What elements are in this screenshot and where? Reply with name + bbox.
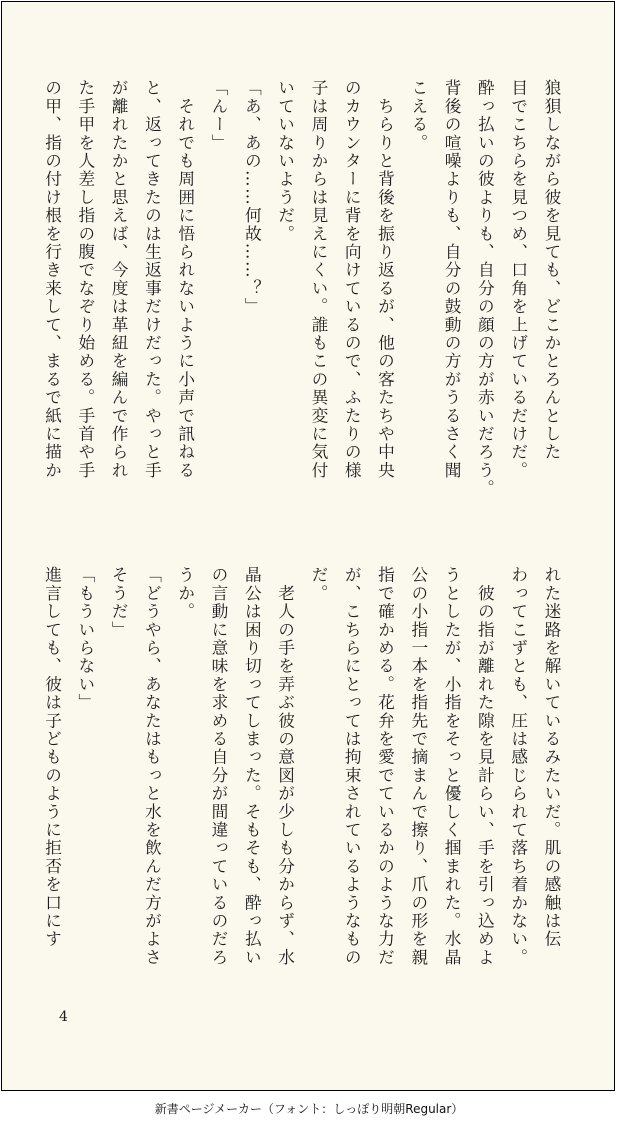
text-line: 「もういらない」 bbox=[75, 566, 96, 712]
text-line: 晶公は困り切ってしまった。そもそも、酔っ払い bbox=[242, 566, 263, 967]
text-line: こえる。 bbox=[408, 79, 429, 152]
text-line: 「あ、あの……何故……？」 bbox=[242, 79, 263, 316]
text-line: 背後の喧噪よりも、自分の鼓動の方がうるさく聞 bbox=[442, 79, 463, 480]
text-line: 老人の手を弄ぶ彼の意図が少しも分からず、水 bbox=[275, 566, 296, 967]
text-line: 酔っ払いの彼よりも、自分の顔の方が赤いだろう。 bbox=[475, 79, 496, 498]
text-line: わってこずとも、圧は感じられて落ち着かない。 bbox=[508, 566, 529, 967]
text-line: の言動に意味を求める自分が間違っているのだろ bbox=[209, 566, 230, 967]
text-block-top bbox=[35, 79, 568, 549]
text-line: 指で確かめる。花弁を愛でているかのような力だ bbox=[375, 566, 396, 967]
text-line: ちらりと背後を振り返るが、他の客たちや中央 bbox=[375, 79, 396, 480]
text-line: 「どうやら、あなたはもっと水を飲んだ方がよさ bbox=[142, 566, 163, 967]
text-line: と、返ってきたのは生返事だけだった。やっと手 bbox=[142, 79, 163, 480]
text-line: のカウンターに背を向けているので、ふたりの様 bbox=[342, 79, 363, 480]
text-line: 狼狽しながら彼を見ても、どこかとろんとした bbox=[542, 79, 562, 462]
text-line: 目でこちらを見つめ、口角を上げているだけだ。 bbox=[508, 79, 529, 480]
book-page bbox=[1, 1, 615, 1091]
text-line: 「んー」 bbox=[209, 79, 230, 152]
footer-caption: 新書ページメーカー（フォント：しっぽり明朝Regular） bbox=[154, 1102, 464, 1116]
text-line: それでも周囲に悟られないように小声で訊ねる bbox=[175, 79, 196, 480]
text-block-bottom bbox=[35, 566, 568, 1036]
text-line: れた迷路を解いているみたいだ。肌の感触は伝 bbox=[542, 566, 562, 949]
text-line: が離れたかと思えば、今度は革紐を編んで作られ bbox=[109, 79, 130, 480]
text-line: 進言しても、彼は子どものように拒否を口にす bbox=[42, 566, 63, 949]
text-line: そうだ」 bbox=[109, 566, 130, 639]
text-line: うとしたが、小指をそっと優しく掴まれた。水晶 bbox=[442, 566, 463, 967]
text-line: いていないようだ。 bbox=[275, 79, 296, 243]
page-number: 4 bbox=[59, 1009, 68, 1025]
text-line: 子は周りからは見えにくい。誰もこの異変に気付 bbox=[308, 79, 329, 480]
text-line: うか。 bbox=[175, 566, 196, 621]
text-line: が、こちらにとっては拘束されているようなもの bbox=[342, 566, 363, 967]
text-line: の甲、指の付け根を行き来して、まるで紙に描か bbox=[42, 79, 63, 480]
text-line: 公の小指一本を指先で摘まんで擦り、爪の形を親 bbox=[408, 566, 429, 967]
text-line: た手甲を人差し指の腹でなぞり始める。手首や手 bbox=[75, 79, 96, 480]
text-line: 彼の指が離れた隙を見計らい、手を引っ込めよ bbox=[475, 566, 496, 967]
text-line: だ。 bbox=[308, 566, 329, 603]
